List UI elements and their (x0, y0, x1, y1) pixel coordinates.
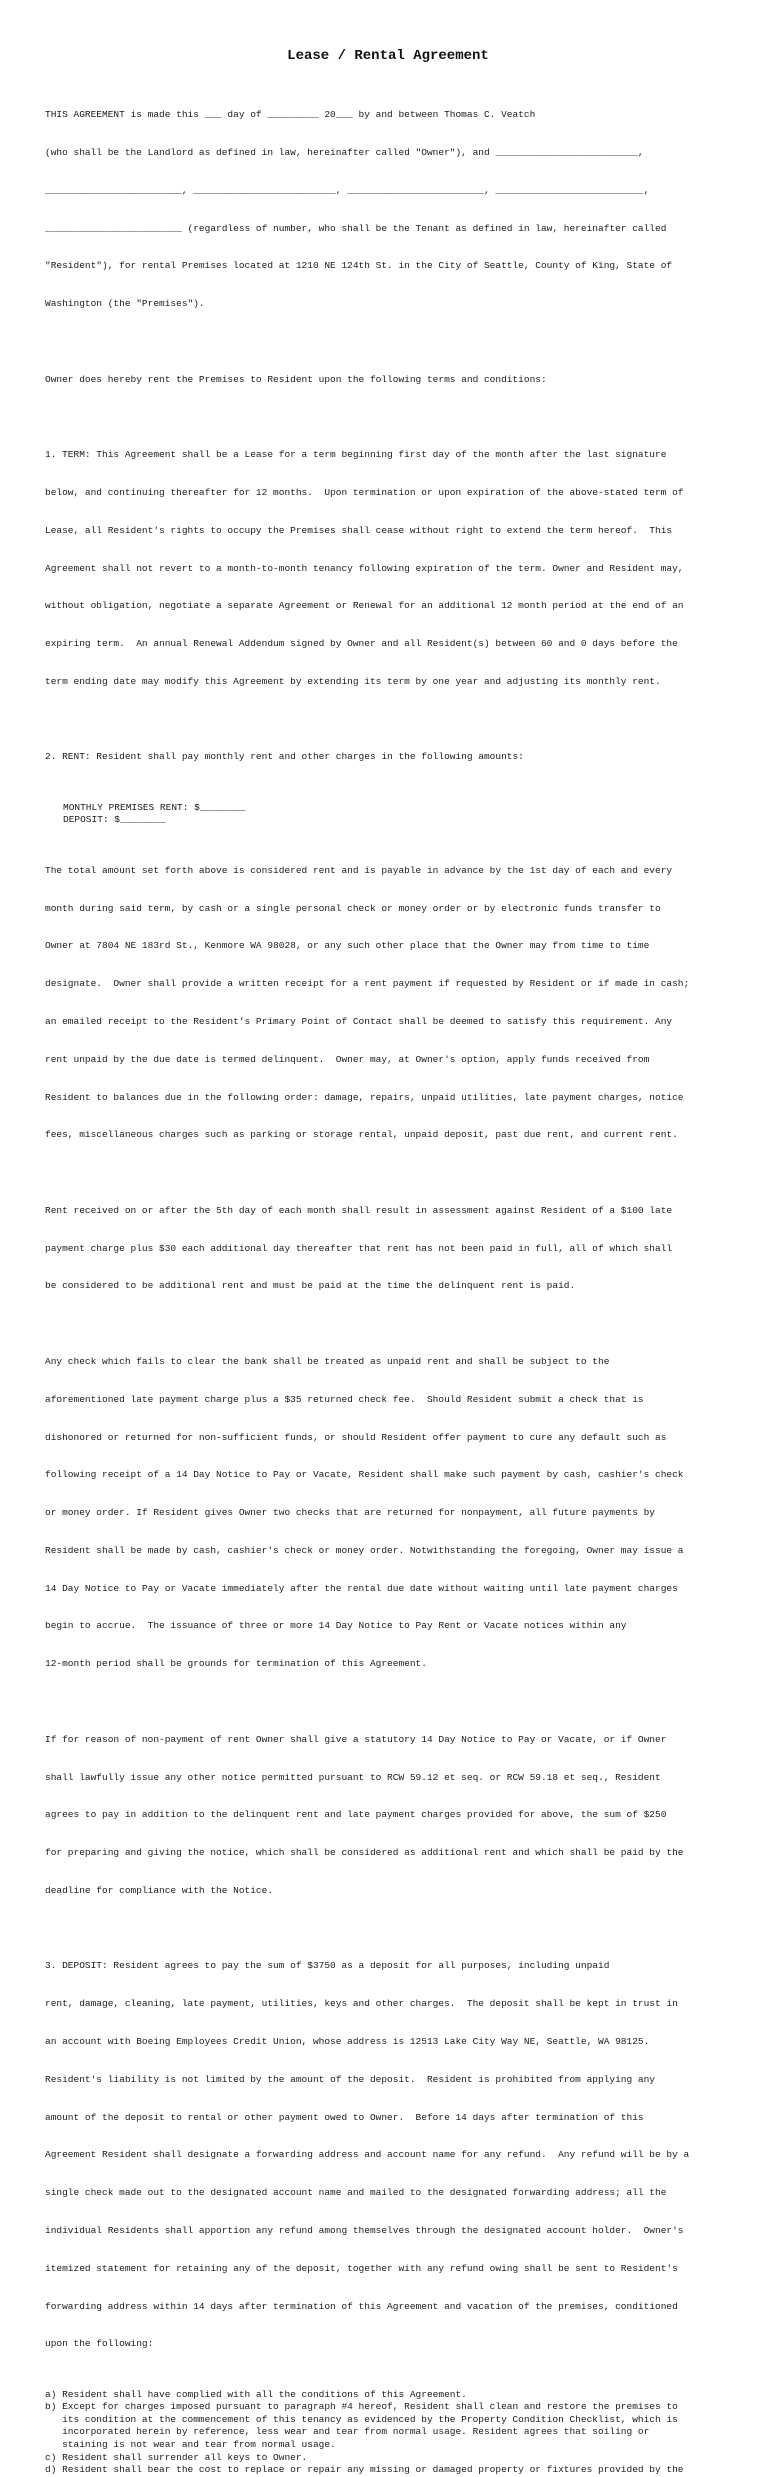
text-line: Agreement Resident shall designate a forwarding address and account name for any refund. Any refund will be by a (45, 2149, 690, 2161)
text-line: Rent received on or after the 5th day of each month shall result in assessment against Resident of a $100 late (45, 1204, 673, 1216)
text-line: term ending date may modify this Agreement by extending its term by one year and adjusting its monthly rent. (45, 675, 661, 687)
text-line: designate. Owner shall provide a written receipt for a rent payment if requested by Resident or if made in cash; (45, 978, 690, 990)
text-line: month during said term, by cash or a single personal check or money order or by electronic funds transfer to (45, 902, 661, 914)
term-section (45, 424, 741, 714)
text-line: an account with Boeing Employees Credit Union, whose address is 12513 Lake City Way NE, Seattle, WA 98125. (45, 2036, 650, 2048)
text-line: 2. RENT: Resident shall pay monthly rent and other charges in the following amounts: (45, 751, 524, 763)
text-line: fees, miscellaneous charges such as parking or storage rental, unpaid deposit, past due rent, and current rent. (45, 1129, 678, 1141)
text-line: aforementioned late payment charge plus a $35 returned check fee. Should Resident submit a check that is (45, 1393, 644, 1405)
deposit-field: DEPOSIT: $________ (63, 814, 166, 826)
text-line: 1. TERM: This Agreement shall be a Lease for a term beginning first day of the month after the last signature (45, 449, 667, 461)
late-payment-paragraph (45, 1180, 741, 1319)
text-line: upon the following: (45, 2338, 154, 2350)
owner-rent-paragraph (45, 348, 741, 411)
text-line: forwarding address within 14 days after termination of this Agreement and vacation of the premises, conditioned (45, 2300, 678, 2312)
text-line: itemized statement for retaining any of the deposit, together with any refund owing shall be sent to Resident's (45, 2262, 678, 2274)
text-line: shall lawfully issue any other notice permitted pursuant to RCW 59.12 et seq. or RCW 59.18 et seq., Resident (45, 1771, 661, 1783)
text-line: individual Residents shall apportion any refund among themselves through the designated account holder. Owner's (45, 2224, 684, 2236)
page-title: Lease / Rental Agreement (287, 48, 489, 64)
text-line: Owner does hereby rent the Premises to Resident upon the following terms and conditions: (45, 373, 547, 385)
text-line: (who shall be the Landlord as defined in law, hereinafter called "Owner"), and _________________________, (45, 146, 644, 158)
text-line: begin to accrue. The issuance of three or more 14 Day Notice to Pay Rent or Vacate notices within any (45, 1620, 627, 1632)
text-line: Resident to balances due in the following order: damage, repairs, unpaid utilities, late payment charges, notice (45, 1091, 684, 1103)
text-line: 14 Day Notice to Pay or Vacate immediately after the rental due date without waiting until late payment charges (45, 1582, 678, 1594)
text-line: The total amount set forth above is considered rent and is payable in advance by the 1st day of each and every (45, 864, 673, 876)
list-item: a) Resident shall have complied with all the conditions of this Agreement. (45, 2388, 467, 2400)
text-line: THIS AGREEMENT is made this ___ day of _________ 20___ by and between Thomas C. Veatch (45, 109, 536, 121)
text-line: rent, damage, cleaning, late payment, utilities, keys and other charges. The deposit shall be kept in trust in (45, 1998, 678, 2010)
text-line: dishonored or returned for non-sufficient funds, or should Resident offer payment to cure any default such as (45, 1431, 667, 1443)
text-line: agrees to pay in addition to the delinquent rent and late payment charges provided for above, the sum of $250 (45, 1809, 667, 1821)
text-line: Any check which fails to clear the bank shall be treated as unpaid rent and shall be subject to the (45, 1355, 610, 1367)
text-line: for preparing and giving the notice, which shall be considered as additional rent and which shall be paid by the (45, 1847, 684, 1859)
list-item: c) Resident shall surrender all keys to Owner. (45, 2451, 308, 2463)
text-line: 3. DEPOSIT: Resident agrees to pay the sum of $3750 as a deposit for all purposes, including unpaid (45, 1960, 610, 1972)
text-line: below, and continuing thereafter for 12 months. Upon termination or upon expiration of the above-stated term of (45, 487, 684, 498)
text-line: Resident shall be made by cash, cashier's check or money order. Notwithstanding the foregoing, Owner may issue a (45, 1544, 684, 1556)
returned-check-paragraph (45, 1331, 741, 1696)
text-line: 12-month period shall be grounds for termination of this Agreement. (45, 1658, 427, 1670)
text-line: ________________________, _________________________, ________________________, __________________________, (45, 184, 650, 196)
list-item: staining is not wear and tear from normal usage. (45, 2439, 336, 2451)
text-line: If for reason of non-payment of rent Owner shall give a statutory 14 Day Notice to Pay or Vacate, or if Owner (45, 1733, 667, 1745)
text-line: Agreement shall not revert to a month-to-month tenancy following expiration of the term. Owner and Resident may, (45, 562, 684, 574)
total-amount-paragraph (45, 840, 741, 1167)
text-line: rent unpaid by the due date is termed delinquent. Owner may, at Owner's option, apply funds received from (45, 1053, 650, 1065)
text-line: single check made out to the designated account name and mailed to the designated forwarding address; all the (45, 2187, 667, 2199)
text-line: an emailed receipt to the Resident’s Primary Point of Contact shall be deemed to satisfy this requirement. Any (45, 1015, 673, 1027)
text-line: without obligation, negotiate a separate Agreement or Renewal for an additional 12 month period at the end of an (45, 600, 684, 612)
rent-heading (45, 726, 741, 789)
monthly-rent-field: MONTHLY PREMISES RENT: $________ (63, 801, 246, 813)
text-line: payment charge plus $30 each additional day thereafter that rent has not been paid in full, all of which shall (45, 1242, 673, 1254)
text-line: ________________________ (regardless of number, who shall be the Tenant as defined in law, hereinafter called (45, 222, 667, 234)
text-line: or money order. If Resident gives Owner two checks that are returned for nonpayment, all future payments by (45, 1507, 655, 1519)
text-line: following receipt of a 14 Day Notice to Pay or Vacate, Resident shall make such payment by cash, cashier's check (45, 1469, 684, 1481)
nonpayment-notice-paragraph (45, 1709, 741, 1923)
intro-paragraph (45, 84, 741, 336)
list-item: d) Resident shall bear the cost to replace or repair any missing or damaged property or fixtures provided by the (45, 2464, 684, 2476)
text-line: "Resident"), for rental Premises located at 1210 NE 124th St. in the City of Seattle, County of King, State of (45, 260, 673, 272)
list-item: incorporated herein by reference, less wear and tear from normal usage. Resident agrees that soiling or (45, 2426, 650, 2438)
text-line: expiring term. An annual Renewal Addendum signed by Owner and all Resident(s) between 60 and 0 days before the (45, 638, 678, 650)
text-line: amount of the deposit to rental or other payment owed to Owner. Before 14 days after termination of this (45, 2111, 644, 2123)
rent-amounts (45, 802, 741, 827)
list-item: its condition at the commencement of this tenancy as evidenced by the Property Condition Checklist, which is (45, 2413, 678, 2425)
deposit-section (45, 1935, 741, 2376)
text-line: Owner at 7804 NE 183rd St., Kenmore WA 98028, or any such other place that the Owner may from time to time (45, 940, 650, 952)
text-line: Washington (the "Premises"). (45, 298, 205, 310)
text-line: deadline for compliance with the Notice. (45, 1884, 274, 1896)
text-line: Lease, all Resident's rights to occupy the Premises shall cease without right to extend the term hereof. This (45, 524, 673, 536)
document-page (0, 47, 770, 2476)
text-line: Resident's liability is not limited by the amount of the deposit. Resident is prohibited from applying any (45, 2073, 655, 2085)
list-item: b) Except for charges imposed pursuant to paragraph #4 hereof, Resident shall clean and restore the premises to (45, 2401, 678, 2413)
text-line: be considered to be additional rent and must be paid at the time the delinquent rent is paid. (45, 1280, 576, 1292)
deposit-conditions-list (45, 2389, 741, 2477)
